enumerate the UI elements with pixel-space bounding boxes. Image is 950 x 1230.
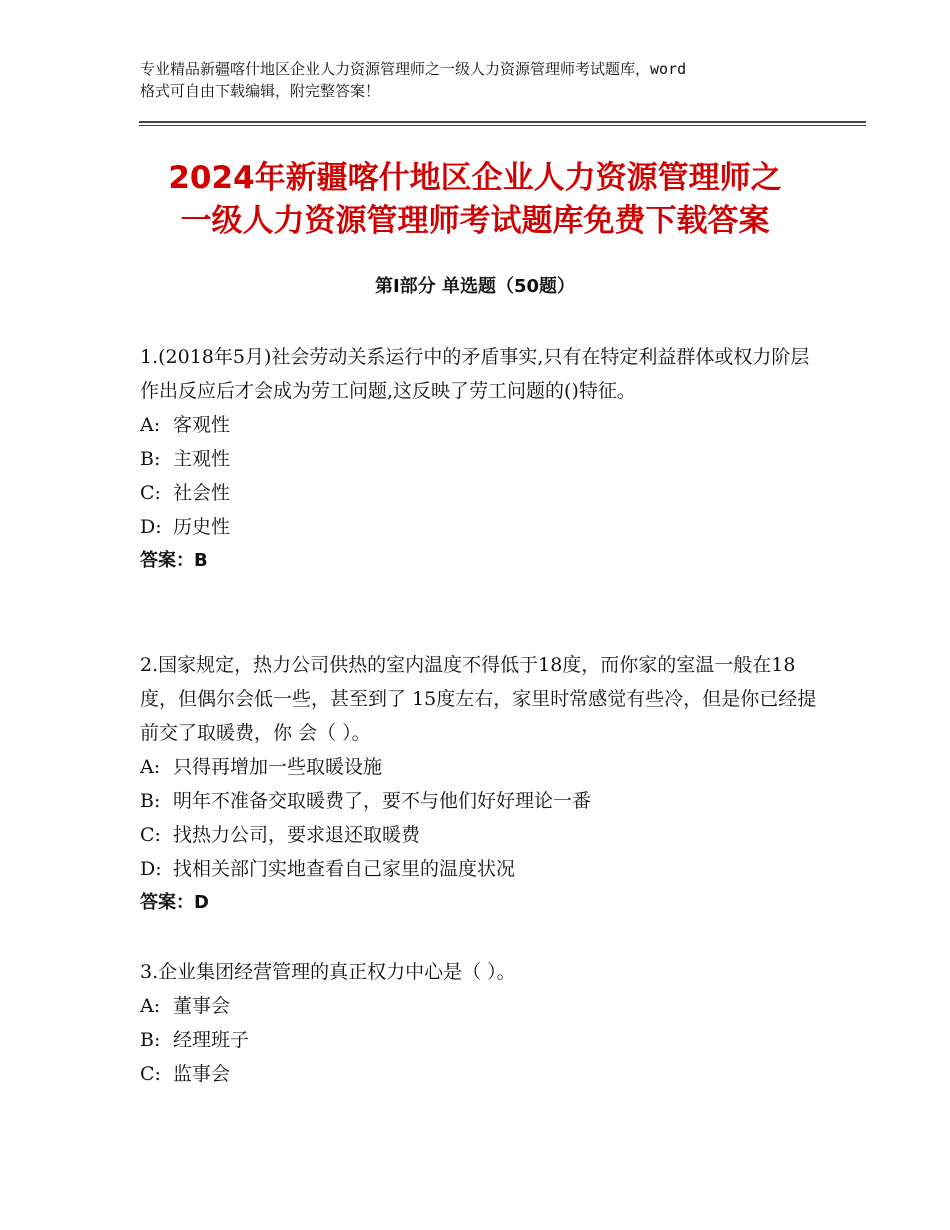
option-text: 监事会 (173, 1063, 231, 1085)
option-text: 只得再增加一些取暖设施 (173, 756, 383, 778)
document-title-line-2: 一级人力资源管理师考试题库免费下载答案 (180, 203, 770, 239)
option-letter: D: (140, 516, 162, 538)
option-a (140, 408, 820, 442)
question-stem: 1.(2018年5月)社会劳动关系运行中的矛盾事实,只有在特定利益群体或权力阶层作出反应后才会成为劳工问题,这反映了劳工问题的()特征。 (140, 346, 810, 402)
option-text: 找热力公司，要求退还取暖费 (173, 824, 421, 846)
option-letter: A: (140, 756, 161, 778)
section-heading: 第Ⅰ部分 单选题（50题） (374, 276, 575, 297)
question-3 (140, 955, 820, 1091)
option-letter: A: (140, 414, 161, 436)
document-title-line-1: 2024年新疆喀什地区企业人力资源管理师之 (168, 160, 782, 196)
option-letter: D: (140, 858, 162, 880)
option-c (140, 1057, 820, 1091)
option-letter: B: (140, 448, 161, 470)
question-1 (140, 340, 820, 578)
option-a (140, 989, 820, 1023)
header-note (140, 58, 830, 102)
option-letter: C: (140, 824, 161, 846)
header-note-line-1: 专业精品新疆喀什地区企业人力资源管理师之一级人力资源管理师考试题库，word (140, 60, 687, 78)
option-letter: C: (140, 1063, 161, 1085)
answer-line: 答案：B (140, 550, 208, 571)
option-c (140, 818, 820, 852)
header-note-line-2: 格式可自由下载编辑，附完整答案！ (140, 82, 381, 100)
header-divider (139, 121, 866, 126)
option-text: 客观性 (173, 414, 231, 436)
document-title (130, 157, 820, 243)
option-text: 明年不准备交取暖费了，要不与他们好好理论一番 (173, 790, 592, 812)
option-b (140, 1023, 820, 1057)
question-2 (140, 648, 820, 920)
option-text: 主观性 (173, 448, 231, 470)
option-b (140, 442, 820, 476)
option-text: 经理班子 (173, 1029, 250, 1051)
option-a (140, 750, 820, 784)
answer-line: 答案：D (140, 892, 209, 913)
option-b (140, 784, 820, 818)
option-text: 董事会 (173, 995, 231, 1017)
option-letter: B: (140, 1029, 161, 1051)
option-letter: A: (140, 995, 161, 1017)
question-stem: 3.企业集团经营管理的真正权力中心是（ ）。 (140, 961, 516, 983)
option-text: 找相关部门实地查看自己家里的温度状况 (173, 858, 516, 880)
option-text: 社会性 (173, 482, 231, 504)
option-d (140, 852, 820, 886)
option-letter: C: (140, 482, 161, 504)
option-letter: B: (140, 790, 161, 812)
question-stem: 2.国家规定，热力公司供热的室内温度不得低于18度，而你家的室温一般在18度，但偶尔会低一些，甚至到了 15度左右，家里时常感觉有些冷，但是你已经提前交了取暖费，你 会（ ）。 (140, 654, 817, 744)
option-c (140, 476, 820, 510)
option-d (140, 510, 820, 544)
option-text: 历史性 (173, 516, 231, 538)
